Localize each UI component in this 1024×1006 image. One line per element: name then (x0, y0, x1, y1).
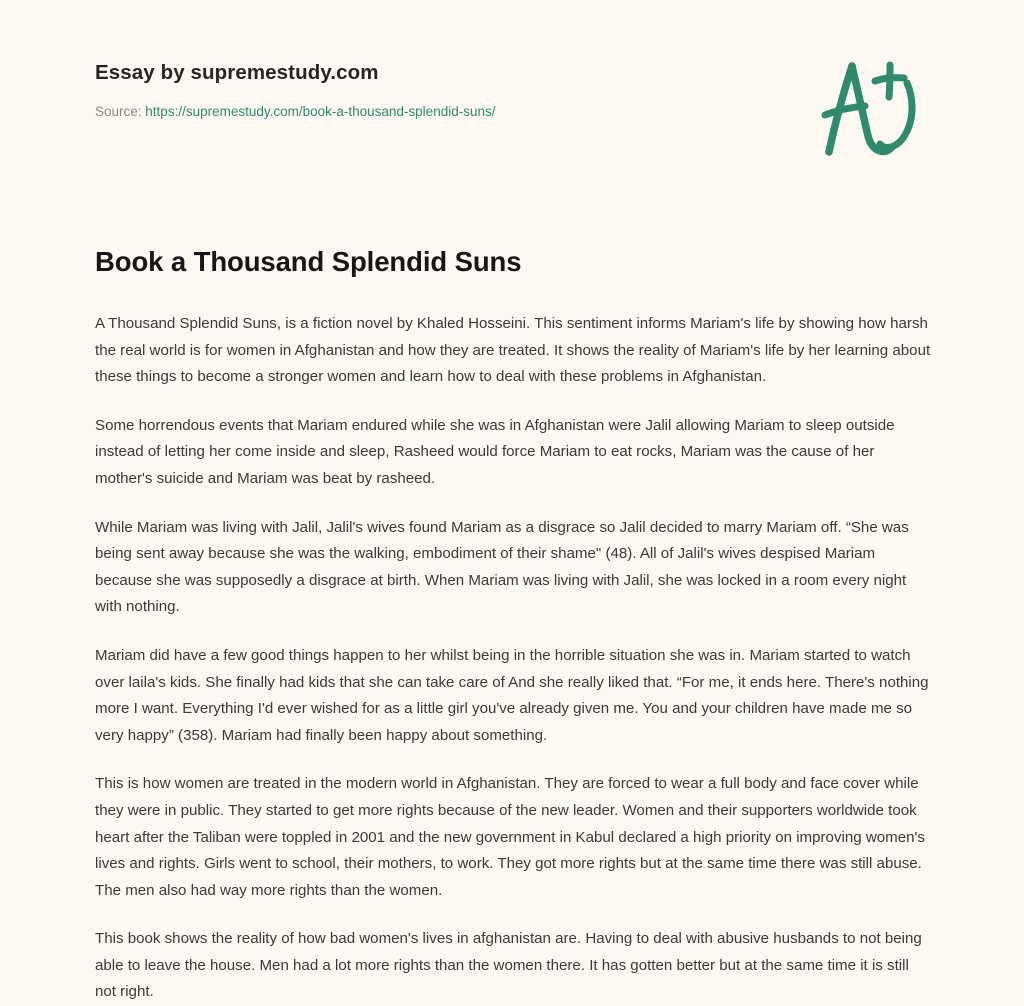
paragraph: While Mariam was living with Jalil, Jalil's wives found Mariam as a disgrace so Jalil decided to marry Mariam off. “She was being sent away because she was the walking, embodiment of their shame" (48). All of Jalil's wives despised Mariam because she was supposedly a disgrace at birth. When Mariam was living with Jalil, she was locked in a room every night with nothing. (95, 518, 909, 616)
source-label: Source: (95, 103, 142, 119)
page-header (95, 60, 932, 180)
byline: Essay by supremestudy.com (95, 61, 379, 84)
paragraph: A Thousand Splendid Suns, is a fiction novel by Khaled Hosseini. This sentiment informs Mariam's life by showing how harsh the real world is for women in Afghanistan and how they are treated. It shows the reality of Mariam's life by her learning about these things to become a stronger women and learn how to deal with these problems in Afghanistan. (95, 315, 931, 386)
a-plus-logo-icon (812, 52, 932, 172)
source-url-link[interactable]: https://supremestudy.com/book-a-thousand-splendid-suns/ (145, 103, 496, 119)
page-title: Book a Thousand Splendid Suns (95, 246, 522, 277)
source-line (95, 103, 735, 122)
article-body (95, 311, 933, 1006)
paragraph: Mariam did have a few good things happen to her whilst being in the horrible situation she was in. Mariam started to watch over laila's kids. She finally had kids that she can take care of And she really liked that. “For me, it ends here. There's nothing more I want. Everything I'd ever wished for as a little girl you've already given me. You and your children have made me so very happy” (358). Mariam had finally been happy about something. (95, 646, 929, 744)
header-text-block (95, 60, 735, 122)
paragraph: This book shows the reality of how bad women's lives in afghanistan are. Having to deal with abusive husbands to not being able to leave the house. Men had a lot more rights than the women there. It has gotten better but at the same time it is still not right. (95, 930, 922, 1001)
paragraph: Some horrendous events that Mariam endured while she was in Afghanistan were Jalil allowing Mariam to sleep outside instead of letting her come inside and sleep, Rasheed would force Mariam to eat rocks, Mariam was the cause of her mother's suicide and Mariam was beat by rasheed. (95, 416, 895, 487)
paragraph: This is how women are treated in the modern world in Afghanistan. They are forced to wear a full body and face cover while they were in public. They started to get more rights because of the new leader. Women and their supporters worldwide took heart after the Taliban were toppled in 2001 and the new government in Kabul declared a high priority on improving women's lives and rights. Girls went to school, their mothers, to work. They got more rights but at the same time there was still abuse. The men also had way more rights than the women. (95, 775, 925, 899)
supremestudy-logo (812, 52, 932, 172)
